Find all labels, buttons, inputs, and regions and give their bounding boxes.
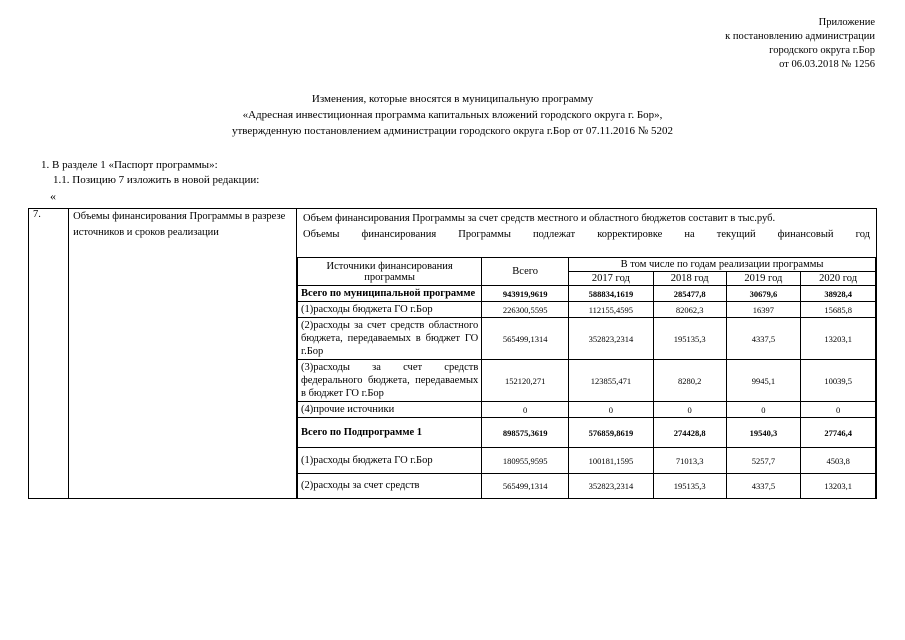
cell-2017: 100181,1595 [569, 448, 654, 474]
cell-2017: 0 [569, 402, 654, 418]
title-line: «Адресная инвестиционная программа капитальных вложений городского округа г. Бор», [242, 109, 663, 121]
cell-2019: 4337,5 [726, 474, 801, 499]
passport-table [28, 208, 877, 499]
cell-2020: 4503,8 [801, 448, 876, 474]
cell-2019: 19540,3 [726, 418, 801, 448]
cell-total: 943919,9619 [482, 286, 569, 302]
cell-2018: 0 [653, 402, 726, 418]
cell-2019: 0 [726, 402, 801, 418]
title-line: утвержденную постановлением администрации городского округа г.Бор от 07.11.2016 № 5202 [232, 125, 673, 137]
row-label: Всего по Подпрограмме 1 [298, 418, 482, 448]
cell-2018: 195135,3 [653, 318, 726, 360]
table-row [298, 318, 876, 360]
row-label: (1)расходы бюджета ГО г.Бор [298, 448, 482, 474]
cell-2019: 16397 [726, 302, 801, 318]
cell-2017: 112155,4595 [569, 302, 654, 318]
position-label: Объемы финансирования Программы в разрезе источников и сроков реализации [69, 209, 297, 499]
cell-2018: 195135,3 [653, 474, 726, 499]
cell-2017: 352823,2314 [569, 318, 654, 360]
cell-2017: 588834,1619 [569, 286, 654, 302]
cell-2018: 71013,3 [653, 448, 726, 474]
cell-2019: 5257,7 [726, 448, 801, 474]
cell-2020: 13203,1 [801, 318, 876, 360]
intro-line-1: Объем финансирования Программы за счет средств местного и областного бюджетов составит в тыс.руб. [303, 213, 776, 224]
financing-intro [297, 209, 876, 243]
header-year: 2020 год [801, 272, 876, 286]
cell-2019: 4337,5 [726, 318, 801, 360]
row-label: (2)расходы за счет средств [298, 474, 482, 499]
title-line: Изменения, которые вносятся в муниципальную программу [311, 93, 594, 105]
cell-2020: 13203,1 [801, 474, 876, 499]
cell-2017: 123855,471 [569, 360, 654, 402]
cell-2018: 285477,8 [653, 286, 726, 302]
row-label: (2)расходы за счет средств областного бюджета, передаваемых в бюджет ГО г.Бор [298, 318, 482, 360]
table-row [298, 474, 876, 499]
header-by-years: В том числе по годам реализации программы [569, 258, 876, 272]
cell-2017: 576859,8619 [569, 418, 654, 448]
cell-2020: 15685,8 [801, 302, 876, 318]
row-label: (3)расходы за счет средств федерального бюджета, передаваемых в бюджет ГО г.Бор [298, 360, 482, 402]
appendix-line: Приложение [818, 17, 875, 28]
appendix-line: от 06.03.2018 № 1256 [779, 59, 875, 70]
table-row [298, 302, 876, 318]
financing-cell [297, 209, 877, 499]
cell-2020: 38928,4 [801, 286, 876, 302]
item-1: 1. В разделе 1 «Паспорт программы»: [41, 159, 218, 171]
table-row [298, 418, 876, 448]
intro-line-2: Объемы финансирования Программы подлежат корректировке на текущий финансовый год [303, 229, 870, 240]
row-label: (4)прочие источники [298, 402, 482, 418]
appendix-line: городского округа г.Бор [769, 45, 875, 56]
cell-total: 565499,1314 [482, 474, 569, 499]
table-row [298, 360, 876, 402]
row-label: Всего по муниципальной программе [298, 286, 482, 302]
table-row [298, 448, 876, 474]
cell-2019: 30679,6 [726, 286, 801, 302]
appendix-line: к постановлению администрации [725, 31, 875, 42]
cell-total: 565499,1314 [482, 318, 569, 360]
header-year: 2018 год [653, 272, 726, 286]
cell-2018: 274428,8 [653, 418, 726, 448]
cell-2019: 9945,1 [726, 360, 801, 402]
item-1-1: 1.1. Позицию 7 изложить в новой редакции: [53, 174, 260, 186]
cell-2018: 82062,3 [653, 302, 726, 318]
cell-total: 226300,5595 [482, 302, 569, 318]
header-sources: Источники финансирования программы [298, 258, 482, 286]
cell-total: 180955,9595 [482, 448, 569, 474]
cell-2017: 352823,2314 [569, 474, 654, 499]
position-number: 7. [29, 209, 69, 499]
document-title [0, 91, 905, 139]
header-year: 2017 год [569, 272, 654, 286]
cell-total: 898575,3619 [482, 418, 569, 448]
appendix-block [725, 16, 875, 72]
table-row [298, 286, 876, 302]
header-year: 2019 год [726, 272, 801, 286]
quote-open: « [50, 189, 56, 203]
table-row [298, 402, 876, 418]
cell-total: 152120,271 [482, 360, 569, 402]
financing-table [297, 257, 876, 498]
cell-2020: 27746,4 [801, 418, 876, 448]
row-label: (1)расходы бюджета ГО г.Бор [298, 302, 482, 318]
header-total: Всего [482, 258, 569, 286]
cell-total: 0 [482, 402, 569, 418]
cell-2018: 8280,2 [653, 360, 726, 402]
cell-2020: 0 [801, 402, 876, 418]
cell-2020: 10039,5 [801, 360, 876, 402]
